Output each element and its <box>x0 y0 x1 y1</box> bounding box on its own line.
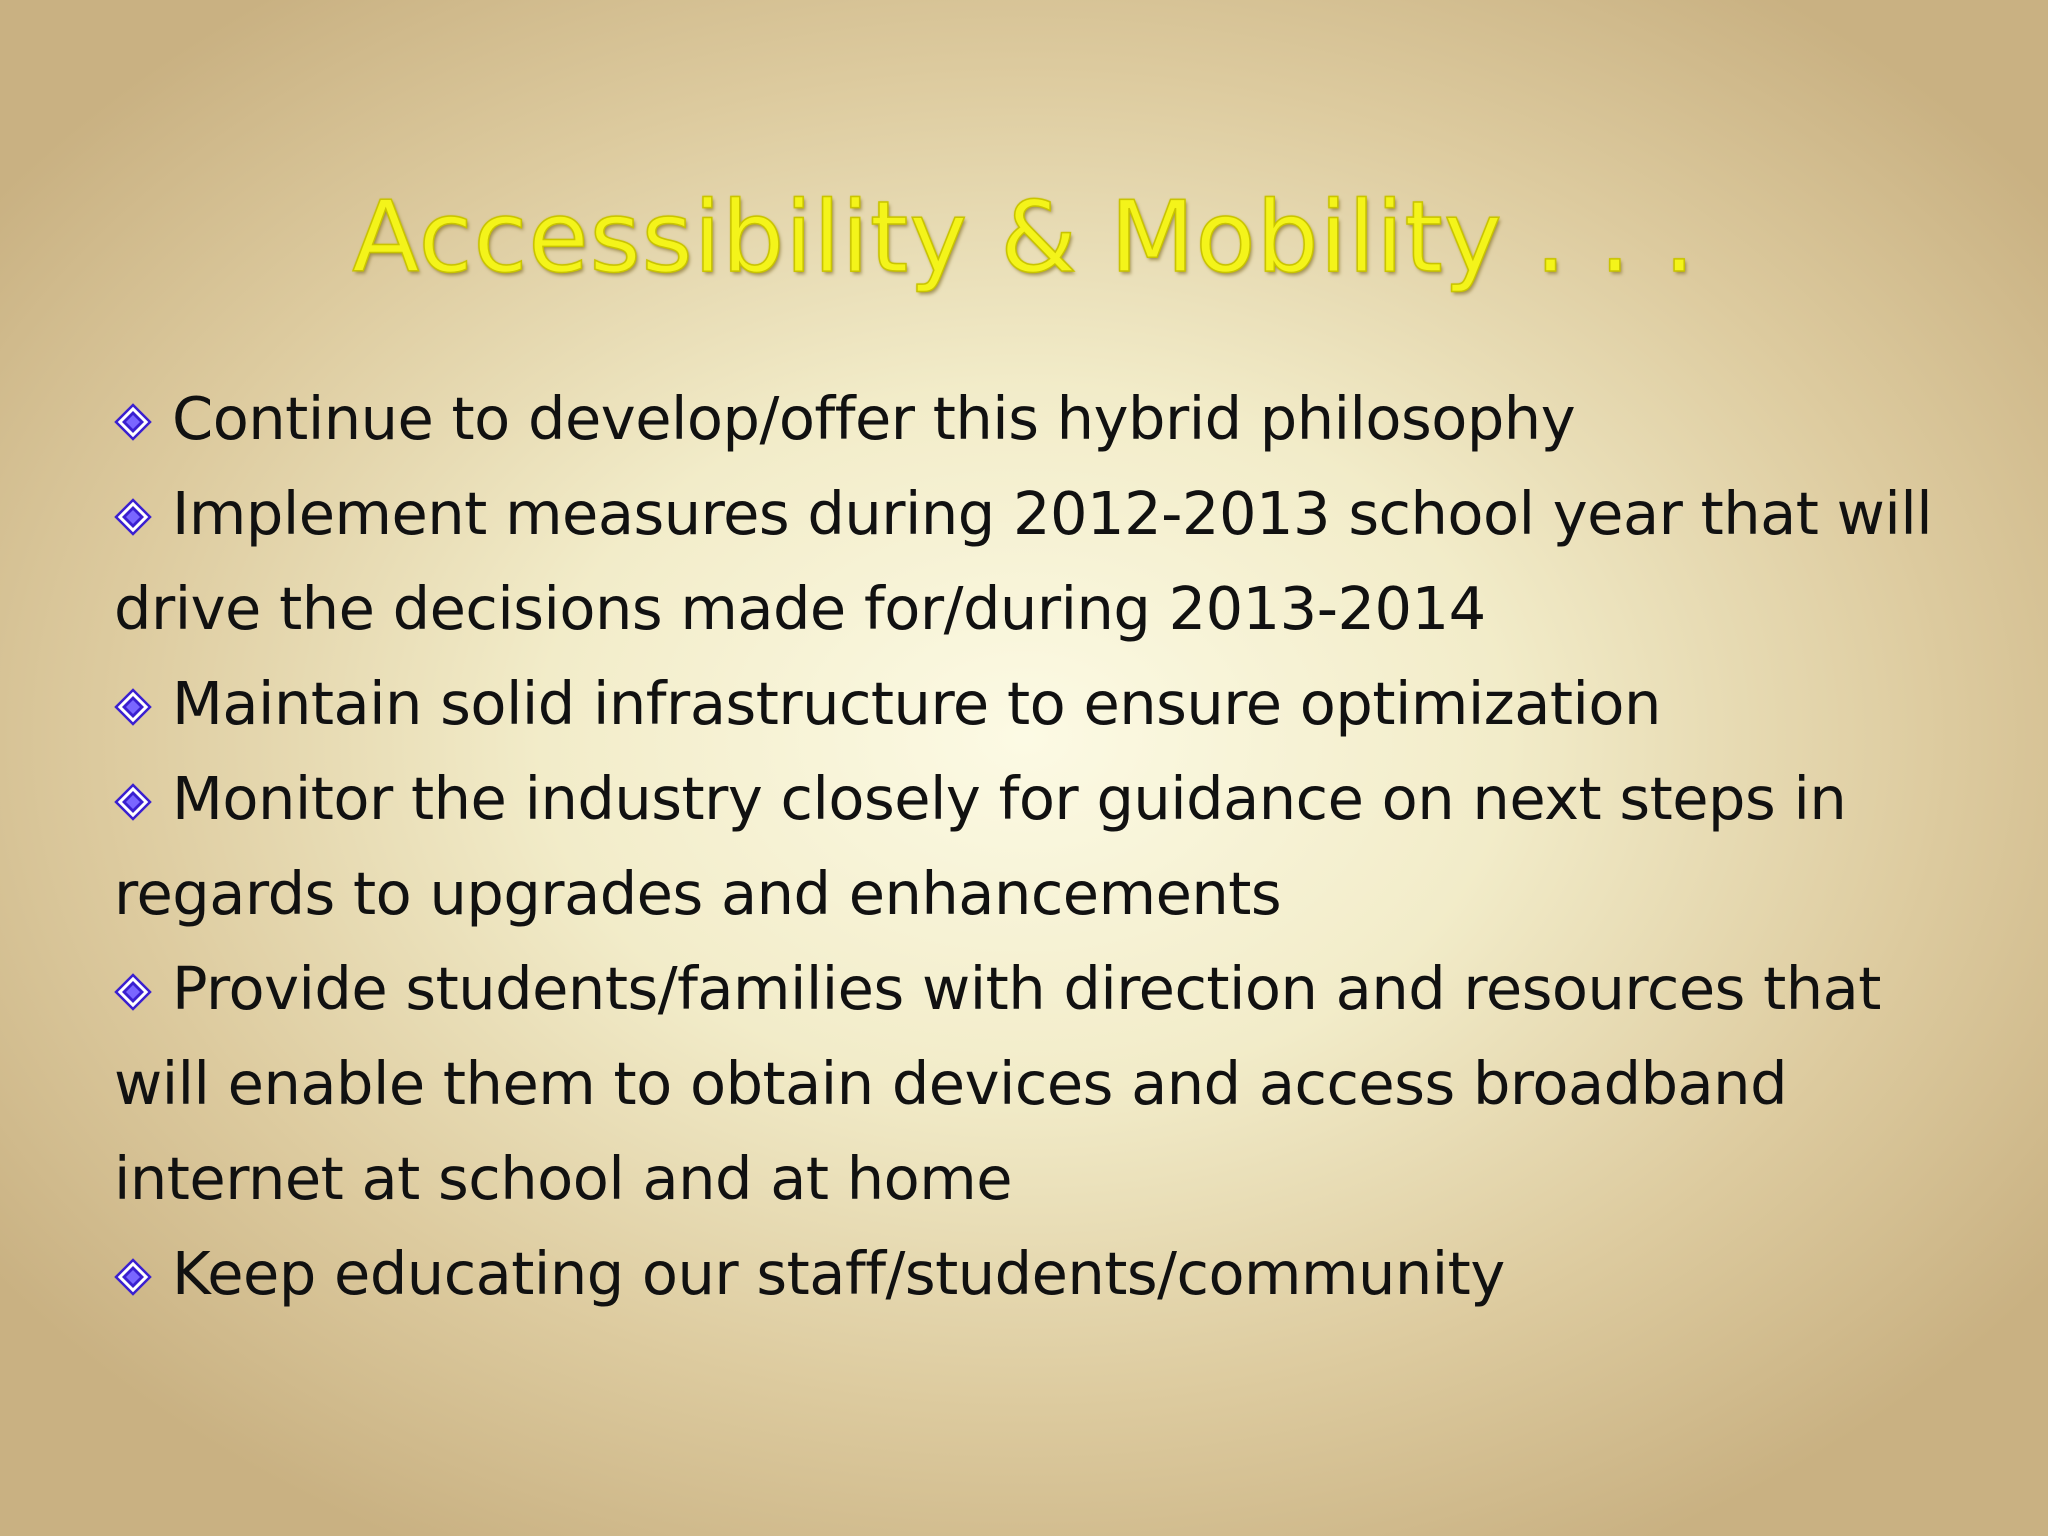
diamond-bullet-icon <box>114 973 152 1011</box>
list-item <box>114 656 1944 751</box>
bullet-text: Keep educating our staff/students/community <box>172 1239 1505 1308</box>
list-item <box>114 751 1944 941</box>
list-item <box>114 941 1944 1226</box>
bullet-text: Provide students/families with direction and resources that will enable them to obtain devices and access broadband internet at school and at home <box>114 954 1881 1213</box>
diamond-bullet-icon <box>114 403 152 441</box>
diamond-bullet-icon <box>114 498 152 536</box>
bullet-list <box>114 371 1944 1321</box>
bullet-text: Continue to develop/offer this hybrid philosophy <box>172 384 1576 453</box>
list-item <box>114 1226 1944 1321</box>
diamond-bullet-icon <box>114 783 152 821</box>
bullet-text: Maintain solid infrastructure to ensure optimization <box>172 669 1661 738</box>
bullet-text: Monitor the industry closely for guidance on next steps in regards to upgrades and enhancements <box>114 764 1847 928</box>
diamond-bullet-icon <box>114 1258 152 1296</box>
bullet-text: Implement measures during 2012-2013 school year that will drive the decisions made for/during 2013-2014 <box>114 479 1933 643</box>
diamond-bullet-icon <box>114 688 152 726</box>
slide-title: Accessibility & Mobility . . . <box>352 181 1696 295</box>
list-item <box>114 371 1944 466</box>
list-item <box>114 466 1944 656</box>
